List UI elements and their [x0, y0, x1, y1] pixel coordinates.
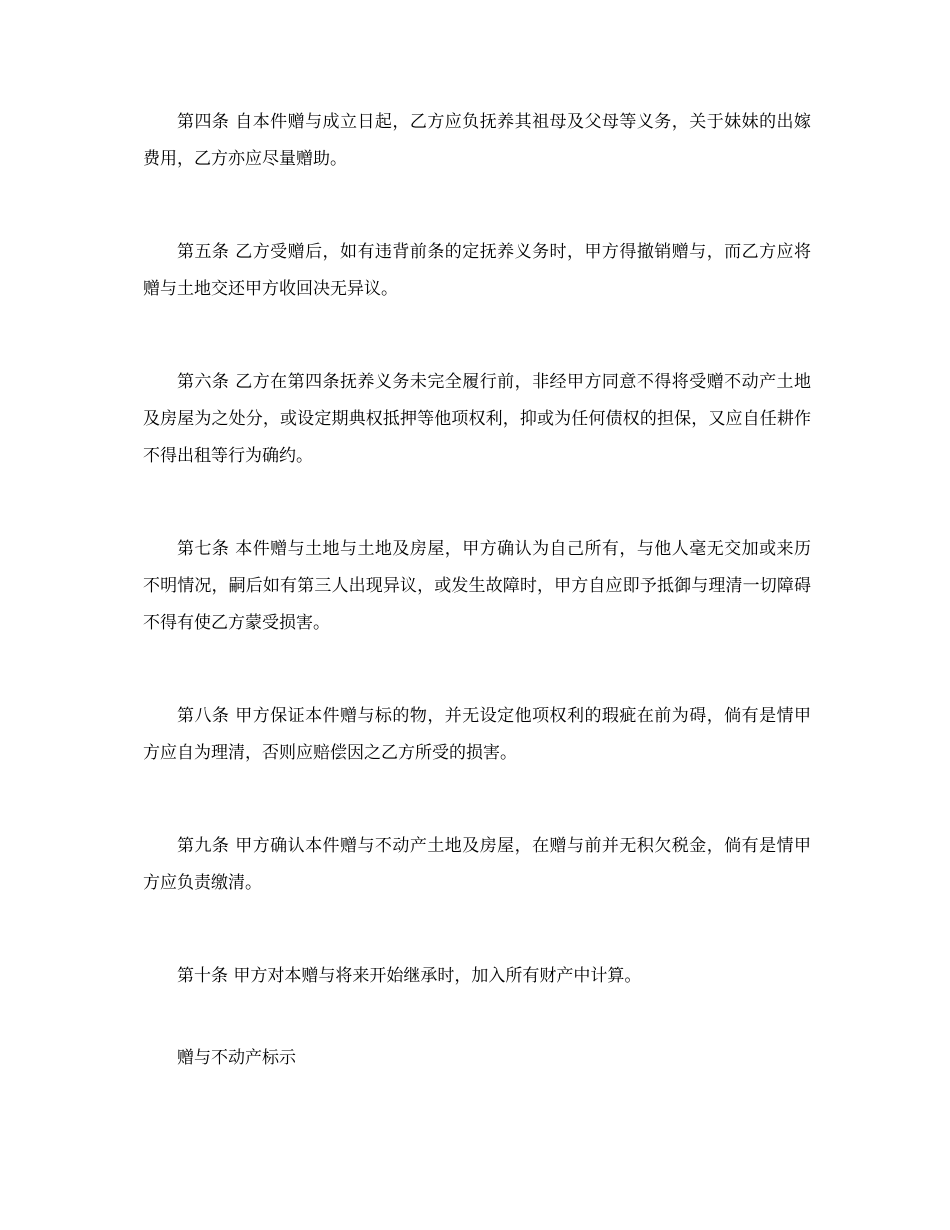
article-7: 第七条 本件赠与土地与土地及房屋，甲方确认为自己所有，与他人毫无交加或来历不明情况，嗣后如有第三人出现异议，或发生故障时，甲方自应即予抵御与理清一切障碍不得有使乙方蒙受损害。	[143, 539, 811, 633]
article-4: 第四条 自本件赠与成立日起，乙方应负抚养其祖母及父母等义务，关于妹妹的出嫁费用，乙方亦应尽量赠助。	[143, 112, 811, 169]
section-heading: 赠与不动产标示	[177, 1048, 296, 1068]
article-9: 第九条 甲方确认本件赠与不动产土地及房屋，在赠与前并无积欠税金，倘有是情甲方应负责缴清。	[143, 836, 811, 893]
article-8: 第八条 甲方保证本件赠与标的物，并无设定他项权利的瑕疵在前为碍，倘有是情甲方应自为理清，否则应赔偿因之乙方所受的损害。	[143, 706, 811, 763]
article-6: 第六条 乙方在第四条抚养义务未完全履行前，非经甲方同意不得将受赠不动产土地及房屋为之处分，或设定期典权抵押等他项权利，抑或为任何债权的担保，又应自任耕作不得出租等行为确约。	[143, 372, 811, 466]
article-5: 第五条 乙方受赠后，如有违背前条的定抚养义务时，甲方得撤销赠与，而乙方应将赠与土地交还甲方收回决无异议。	[143, 242, 811, 299]
article-10: 第十条 甲方对本赠与将来开始继承时，加入所有财产中计算。	[177, 966, 642, 986]
